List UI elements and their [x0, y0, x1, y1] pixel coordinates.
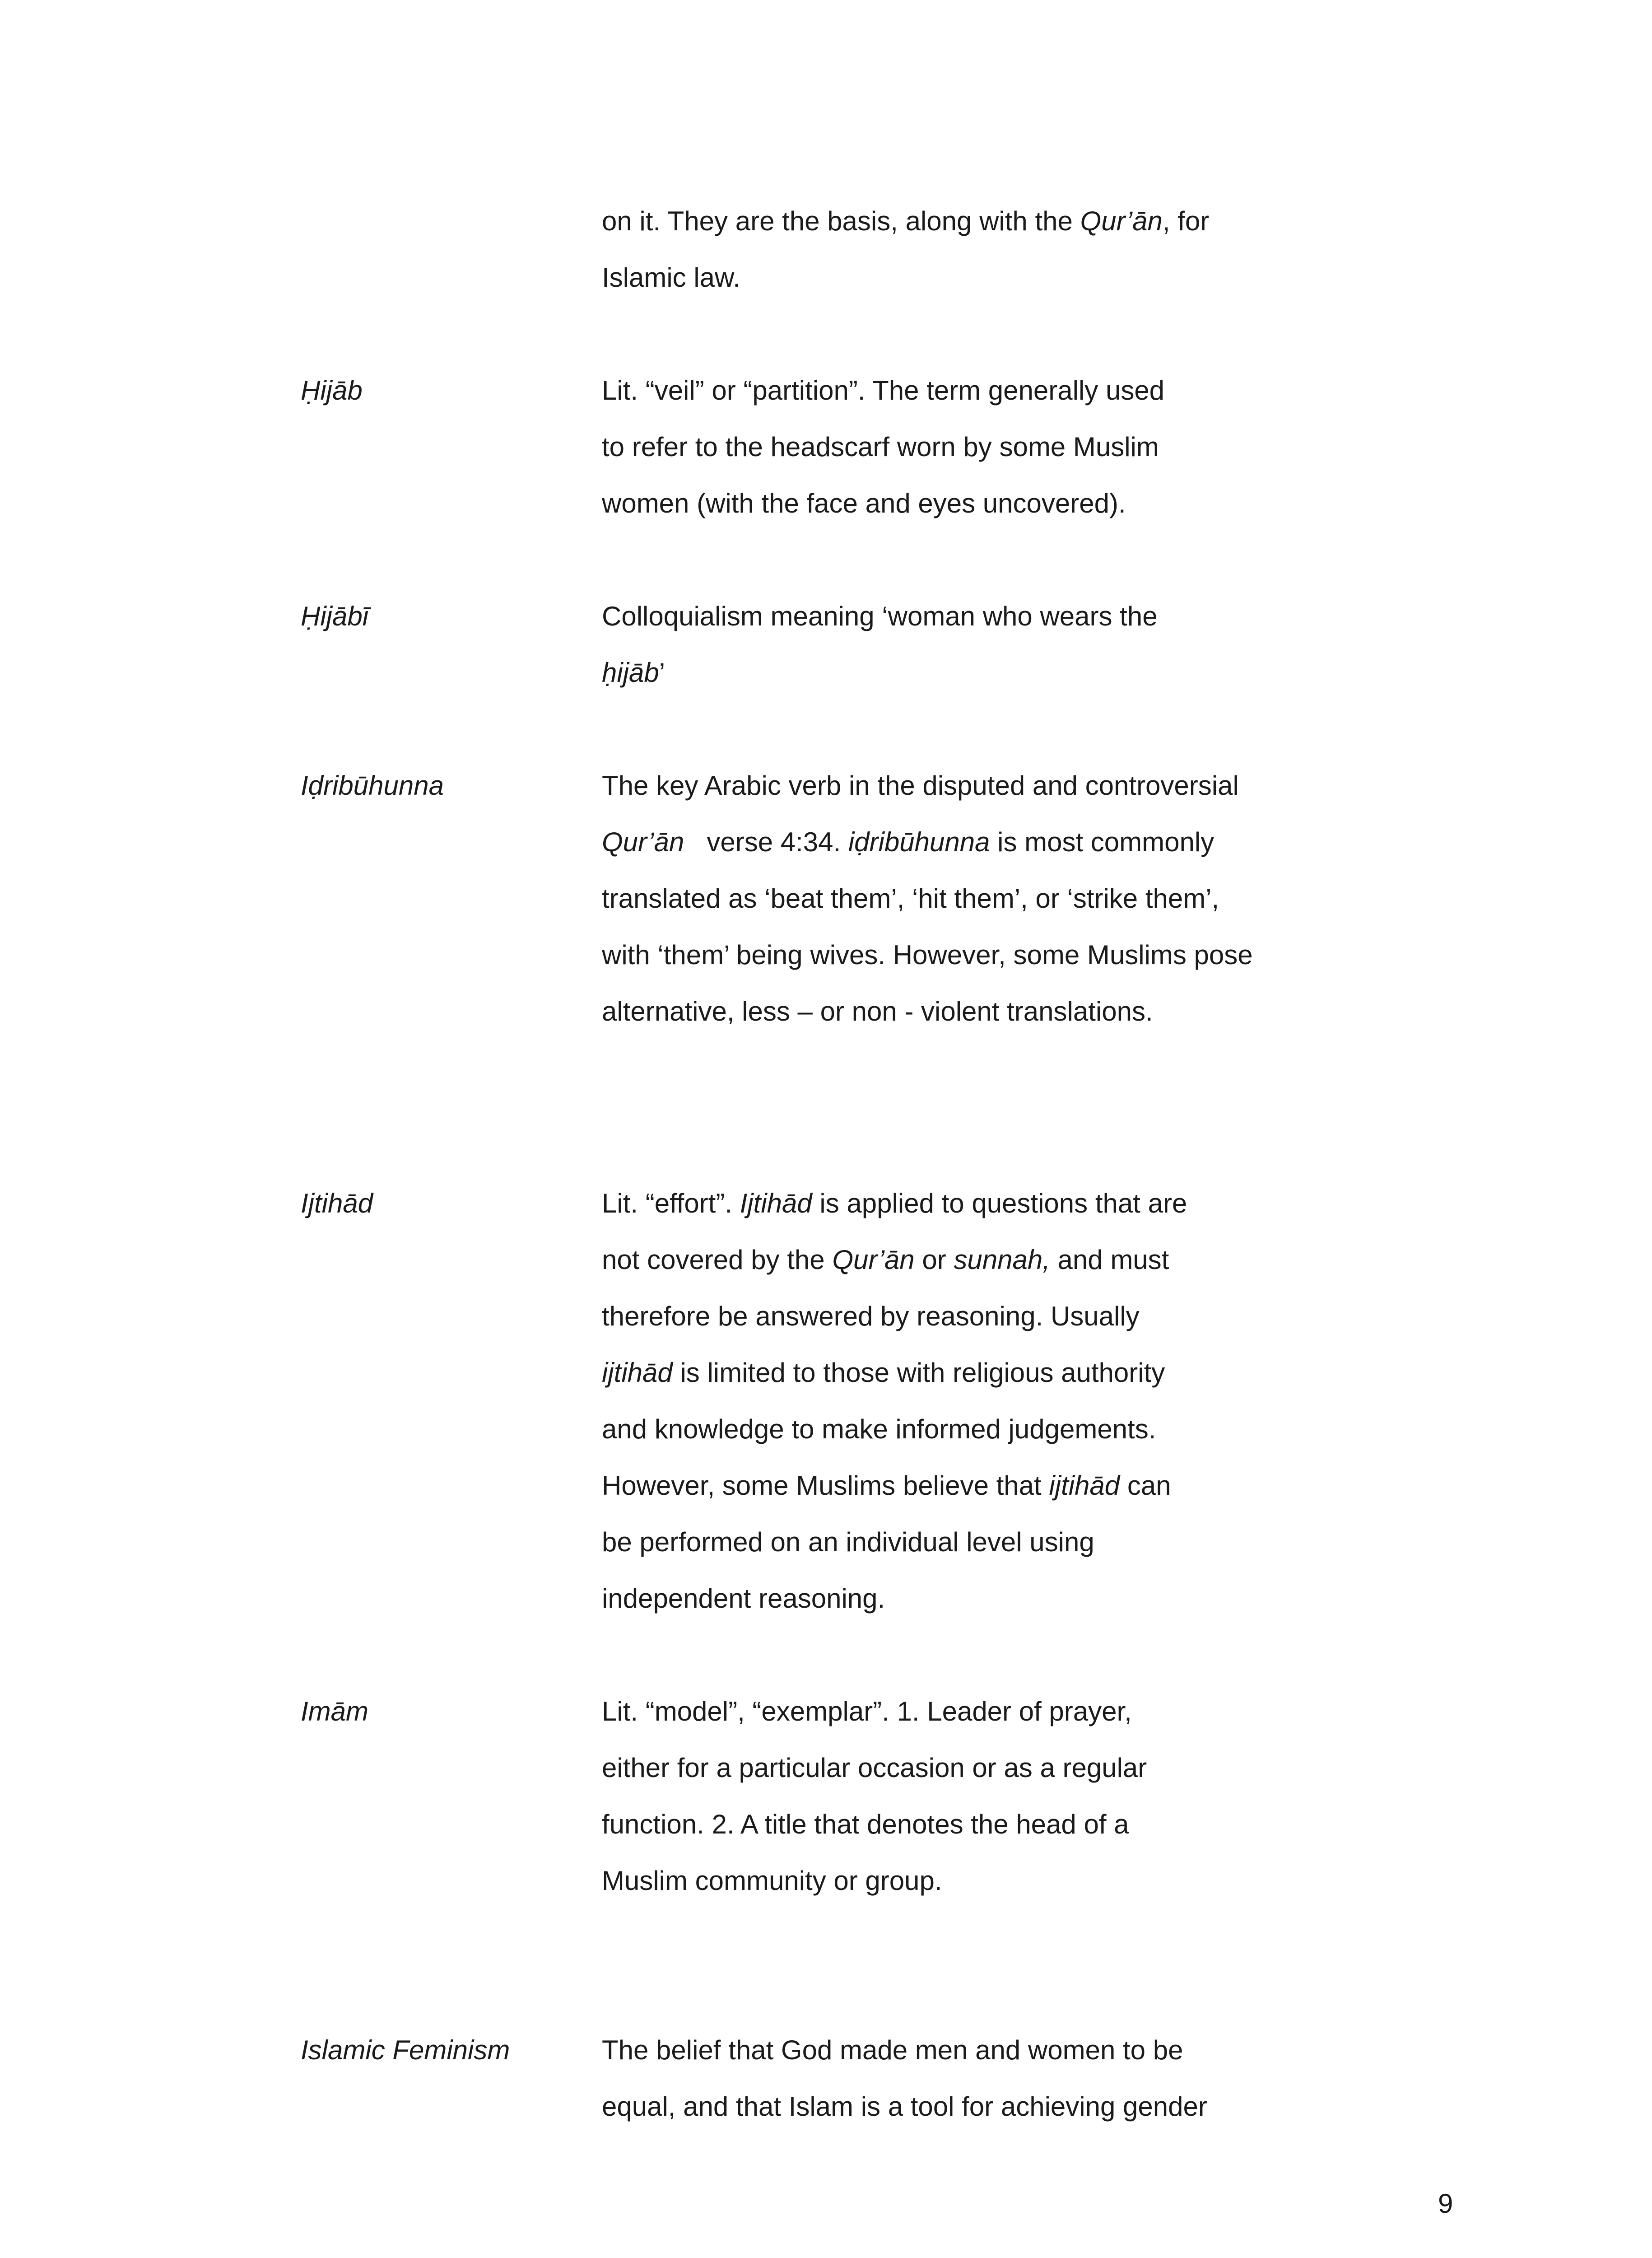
glossary-term-idribuhunna: Iḍribūhunna: [301, 770, 444, 801]
definition-line: translated as ‘beat them’, ‘hit them’, or ‘strike them’,: [602, 883, 1219, 914]
definition-line: [602, 824, 1214, 860]
glossary-term-hijab: Ḥijāb: [301, 375, 363, 406]
text-run-italic: Qur’ān: [832, 1245, 915, 1275]
text-run-italic: Ijtihād: [740, 1188, 812, 1218]
continuation-line: Islamic law.: [602, 262, 740, 293]
definition-line: The key Arabic verb in the disputed and controversial: [602, 770, 1239, 801]
definition-line: [602, 1468, 1171, 1504]
definition-line: Lit. “model”, “exemplar”. 1. Leader of prayer,: [602, 1696, 1132, 1726]
definition-line: [602, 1185, 1187, 1222]
glossary-term-hijabi: Ḥijābī: [301, 601, 369, 631]
definition-line: Muslim community or group.: [602, 1866, 942, 1896]
text-run: verse 4:34.: [684, 827, 848, 857]
text-run: is most commonly: [990, 827, 1215, 857]
definition-line: [602, 1242, 1169, 1278]
text-run: not covered by the: [602, 1245, 833, 1275]
definition-line: [602, 655, 665, 691]
text-run: ’: [659, 658, 665, 688]
page-number: 9: [1438, 2188, 1453, 2219]
text-run: is limited to those with religious authority: [672, 1358, 1165, 1388]
definition-line: therefore be answered by reasoning. Usually: [602, 1301, 1140, 1331]
definition-line: Colloquialism meaning ‘woman who wears the: [602, 601, 1158, 631]
text-run: However, some Muslims believe that: [602, 1470, 1049, 1501]
text-run-italic: ijtihād: [602, 1358, 673, 1388]
glossary-term-islamic-feminism: Islamic Feminism: [301, 2035, 510, 2065]
text-run: Lit. “effort”.: [602, 1188, 740, 1218]
glossary-term-imam: Imām: [301, 1696, 368, 1726]
definition-line: either for a particular occasion or as a regular: [602, 1753, 1147, 1783]
definition-line: with ‘them’ being wives. However, some Muslims pose: [602, 940, 1253, 970]
text-run: on it. They are the basis, along with the: [602, 206, 1080, 236]
definition-line: be performed on an individual level using: [602, 1527, 1094, 1557]
text-run-italic: ijtihād: [1049, 1470, 1120, 1501]
definition-line: women (with the face and eyes uncovered).: [602, 488, 1126, 518]
definition-line: The belief that God made men and women to be: [602, 2035, 1183, 2065]
text-run-italic: iḍribūhunna: [848, 827, 990, 857]
text-run: , for: [1162, 206, 1210, 236]
text-run-italic: ḥijāb: [602, 658, 659, 688]
text-run: and must: [1050, 1245, 1169, 1275]
definition-line: Lit. “veil” or “partition”. The term generally used: [602, 375, 1165, 406]
text-run-italic: Qur’ān: [1080, 206, 1163, 236]
text-run: can: [1120, 1470, 1171, 1501]
glossary-term-ijtihad: Ijtihād: [301, 1188, 373, 1218]
text-run-italic: Qur’ān: [602, 827, 684, 857]
definition-line: [602, 1355, 1165, 1391]
definition-line: independent reasoning.: [602, 1583, 885, 1614]
definition-line: to refer to the headscarf worn by some Muslim: [602, 432, 1159, 462]
text-run: is applied to questions that are: [812, 1188, 1187, 1218]
definition-line: equal, and that Islam is a tool for achieving gender: [602, 2091, 1207, 2122]
definition-line: and knowledge to make informed judgements.: [602, 1414, 1156, 1444]
text-run: or: [914, 1245, 954, 1275]
continuation-line: [602, 203, 1209, 239]
definition-line: alternative, less – or non - violent translations.: [602, 996, 1153, 1026]
definition-line: function. 2. A title that denotes the head of a: [602, 1809, 1129, 1839]
text-run-italic: sunnah,: [954, 1245, 1050, 1275]
